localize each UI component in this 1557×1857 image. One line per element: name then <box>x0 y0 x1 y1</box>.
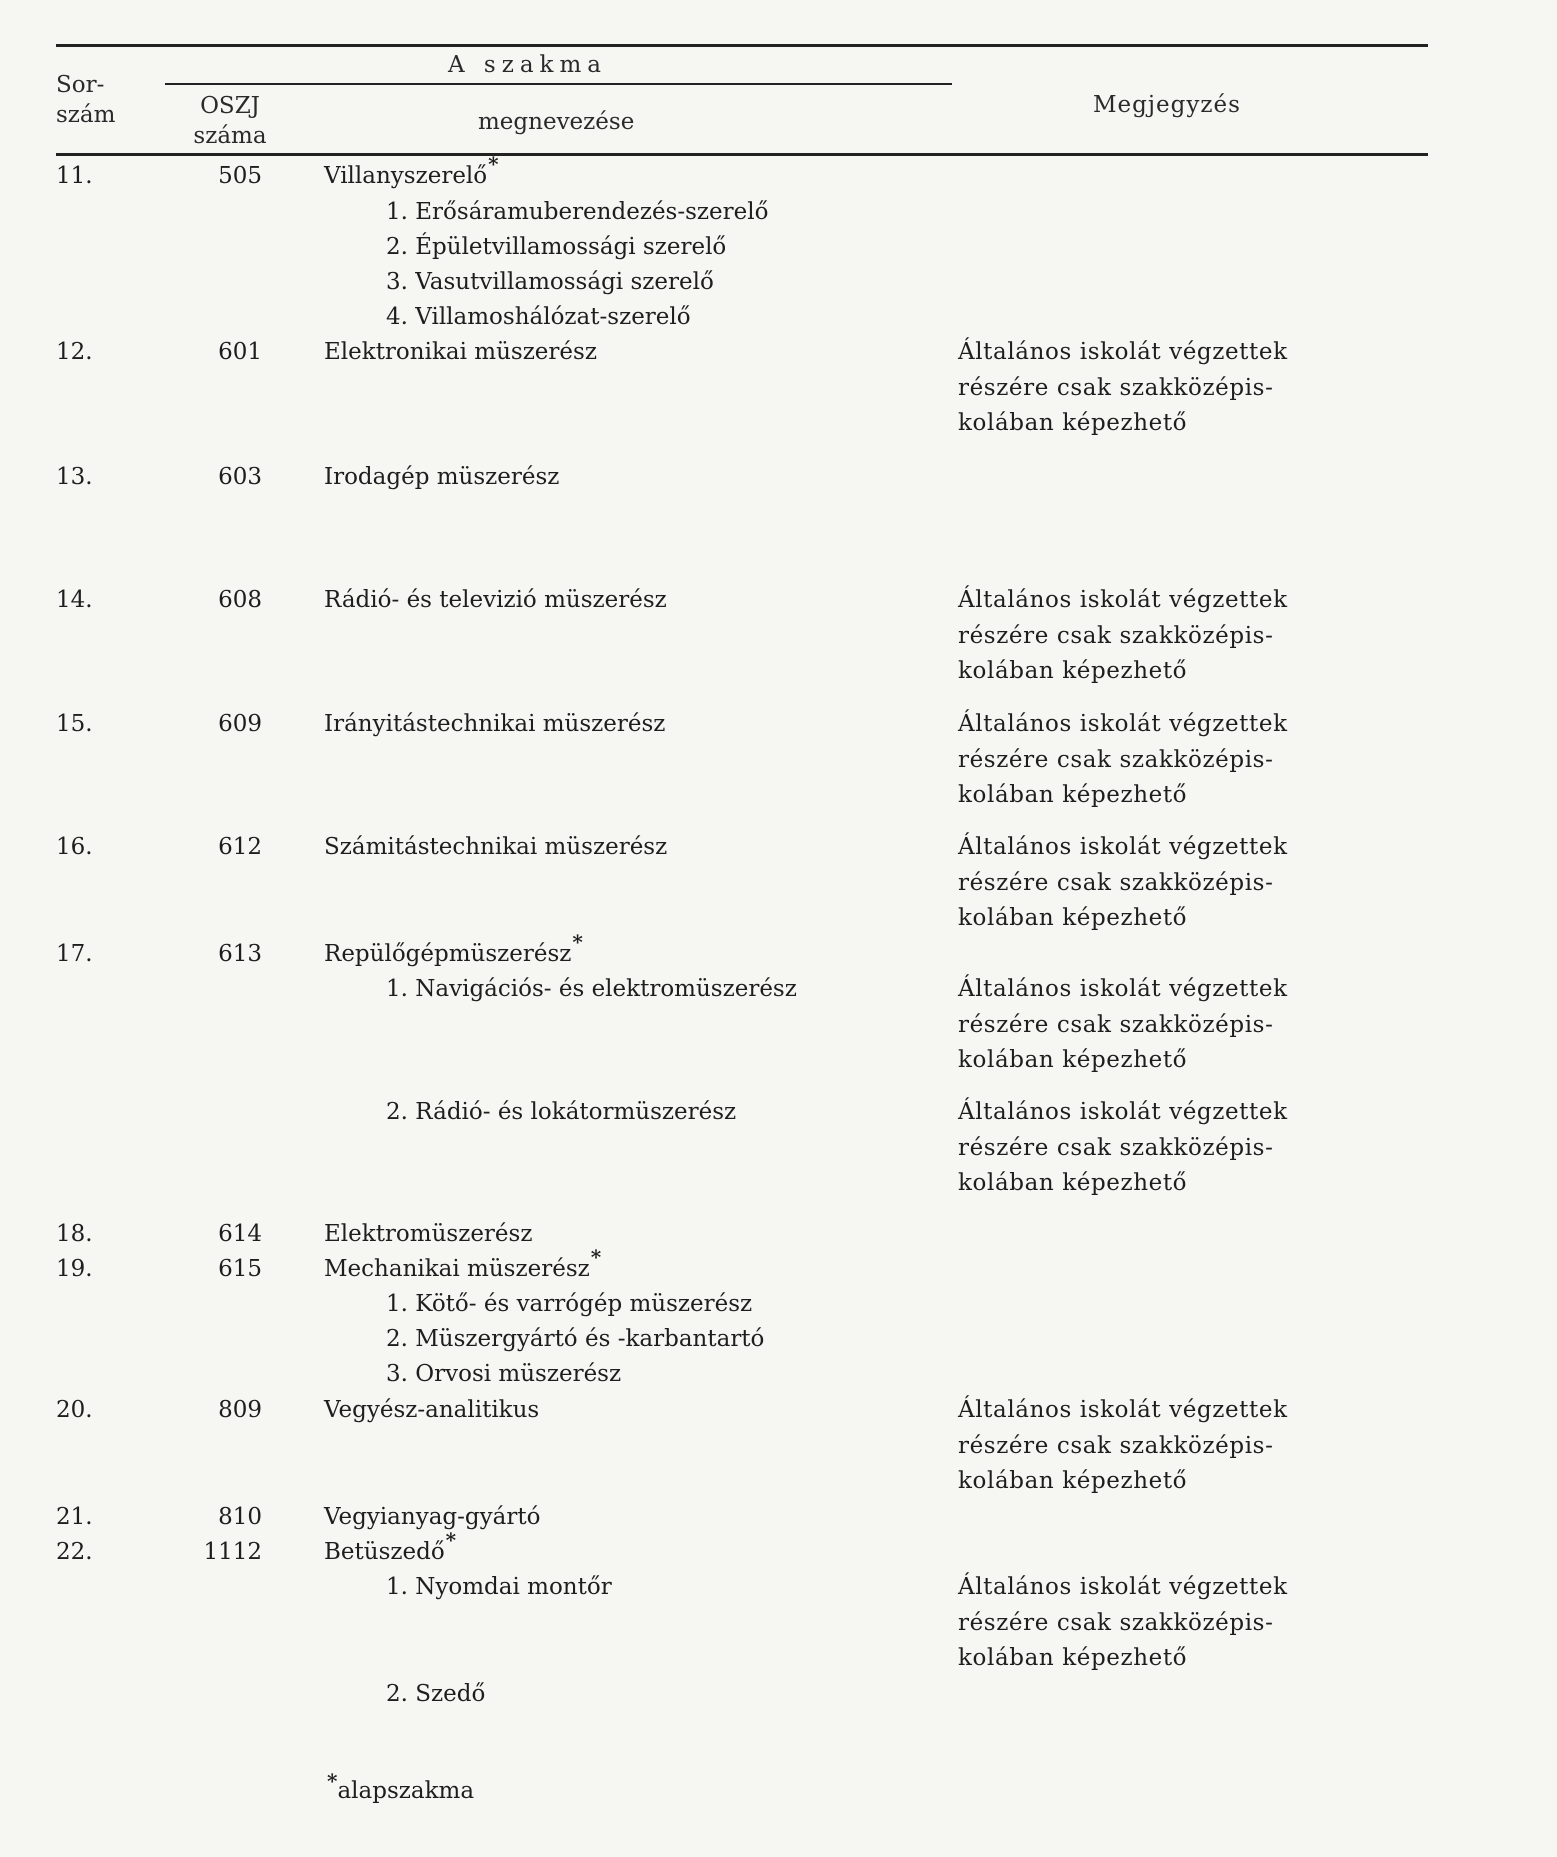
header-sorszam: Sor- szám <box>56 72 116 128</box>
row-number: 17. <box>56 941 93 967</box>
header-group-rule <box>165 83 952 85</box>
basic-profession-marker: * <box>445 1528 457 1552</box>
row-number: 11. <box>56 163 93 189</box>
sub-profession: 2. Müszergyártó és -karbantartó <box>386 1326 765 1352</box>
oszj-code: 612 <box>218 834 262 860</box>
profession-name: Vegyész-analitikus <box>324 1397 540 1423</box>
remark: Általános iskolát végzettek részére csak szakközépis- kolában képezhető <box>958 711 1288 808</box>
remark: Általános iskolát végzettek részére csak szakközépis- kolában képezhető <box>958 1574 1288 1671</box>
remark: Általános iskolát végzettek részére csak szakközépis- kolában képezhető <box>958 1397 1288 1494</box>
sub-profession: 3. Vasutvillamossági szerelő <box>386 269 714 295</box>
header-bottom-rule <box>56 153 1428 156</box>
remark: Általános iskolát végzettek részére csak szakközépis- kolában képezhető <box>958 339 1288 436</box>
row-number: 12. <box>56 339 93 365</box>
basic-profession-marker: * <box>572 930 583 954</box>
header-oszj: OSZJ száma <box>193 93 267 149</box>
profession-name: Repülőgépmüszerész* <box>324 930 583 967</box>
footnote-text: alapszakma <box>337 1778 475 1804</box>
header-megjegyzes: Megjegyzés <box>1093 92 1241 118</box>
remark: Általános iskolát végzettek részére csak szakközépis- kolában képezhető <box>958 976 1288 1073</box>
oszj-code: 609 <box>218 711 262 737</box>
header-szakma: A szakma <box>448 52 608 78</box>
row-number: 13. <box>56 464 93 490</box>
oszj-code: 505 <box>218 163 262 189</box>
remark: Általános iskolát végzettek részére csak szakközépis- kolában képezhető <box>958 834 1288 931</box>
row-number: 21. <box>56 1504 93 1530</box>
row-number: 20. <box>56 1397 93 1423</box>
sub-profession: 1. Navigációs- és elektromüszerész <box>386 976 797 1002</box>
header-megnevezese: megnevezése <box>478 109 635 135</box>
remark: Általános iskolát végzettek részére csak szakközépis- kolában képezhető <box>958 587 1288 684</box>
basic-profession-marker: * <box>488 152 499 176</box>
profession-name: Elektronikai müszerész <box>324 339 597 365</box>
profession-name: Irodagép müszerész <box>324 464 560 490</box>
profession-name: Irányitástechnikai müszerész <box>324 711 666 737</box>
profession-name: Betüszedő* <box>324 1528 457 1565</box>
row-number: 19. <box>56 1256 93 1282</box>
footnote <box>326 1769 475 1804</box>
sub-profession: 1. Kötő- és varrógép müszerész <box>386 1291 753 1317</box>
sub-profession: 2. Szedő <box>386 1681 486 1707</box>
basic-profession-marker: * <box>590 1245 602 1269</box>
row-number: 18. <box>56 1221 93 1247</box>
sub-profession: 3. Orvosi müszerész <box>386 1361 622 1387</box>
oszj-code: 810 <box>218 1504 262 1530</box>
profession-name: Számitástechnikai müszerész <box>324 834 668 860</box>
row-number: 22. <box>56 1539 93 1565</box>
profession-name: Villanyszerelő* <box>324 152 499 189</box>
profession-name: Elektromüszerész <box>324 1221 533 1247</box>
oszj-code: 601 <box>218 339 262 365</box>
row-number: 16. <box>56 834 93 860</box>
sub-profession: 1. Erősáramuberendezés-szerelő <box>386 199 769 225</box>
profession-name: Rádió- és televizió müszerész <box>324 587 667 613</box>
sub-profession: 1. Nyomdai montőr <box>386 1574 612 1600</box>
oszj-code: 613 <box>218 941 262 967</box>
profession-name: Vegyianyag-gyártó <box>324 1504 541 1530</box>
table-top-rule <box>56 44 1428 47</box>
oszj-code: 608 <box>218 587 262 613</box>
row-number: 14. <box>56 587 93 613</box>
sub-profession: 2. Rádió- és lokátormüszerész <box>386 1099 737 1125</box>
oszj-code: 809 <box>218 1397 262 1423</box>
sub-profession: 4. Villamoshálózat-szerelő <box>386 304 691 330</box>
sub-profession: 2. Épületvillamossági szerelő <box>386 234 727 260</box>
oszj-code: 603 <box>218 464 262 490</box>
oszj-code: 614 <box>218 1221 262 1247</box>
oszj-code: 615 <box>218 1256 262 1282</box>
remark: Általános iskolát végzettek részére csak szakközépis- kolában képezhető <box>958 1099 1288 1196</box>
profession-name: Mechanikai müszerész* <box>324 1245 602 1282</box>
row-number: 15. <box>56 711 93 737</box>
oszj-code: 1112 <box>203 1539 262 1565</box>
footnote-star: * <box>327 1769 338 1793</box>
